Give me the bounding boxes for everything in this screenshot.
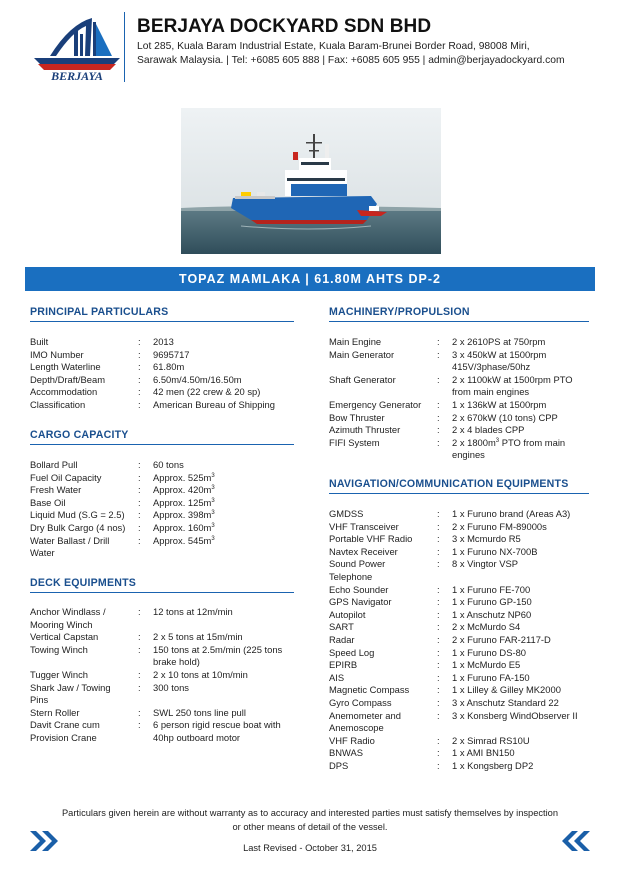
principal-heading: PRINCIPAL PARTICULARS [30, 306, 169, 318]
navigation-row [329, 697, 599, 710]
cargo-row-value: 60 tons [153, 459, 184, 470]
navigation-row-label: BNWAS [329, 747, 364, 759]
navigation-row [329, 659, 599, 672]
machinery-row-label: Main Engine [329, 336, 382, 347]
deck-row [30, 669, 300, 682]
deck-table [30, 606, 300, 745]
deck-row-label: Anchor Windlass / Mooring Winch [30, 606, 106, 630]
machinery-row [329, 336, 599, 349]
navigation-row-value: 2 x Simrad RS10U [452, 734, 530, 746]
deck-row-value: 300 tons [153, 681, 189, 693]
navigation-row [329, 508, 599, 521]
address-line-1: Lot 285, Kuala Baram Industrial Estate, Kuala Baram-Brunei Border Road, 98008 Miri, [137, 41, 530, 52]
colon-separator: : [437, 596, 440, 608]
navigation-row-label: Portable VHF Radio [329, 533, 413, 545]
colon-separator: : [437, 424, 440, 436]
colon-separator: : [138, 631, 141, 643]
colon-separator: : [437, 520, 440, 532]
company-logo [30, 14, 124, 82]
deck-row-value: 6 person rigid rescue boat with 40hp outboard motor [153, 719, 281, 743]
colon-separator: : [437, 558, 440, 570]
last-revised: Last Revised - October 31, 2015 [243, 843, 377, 853]
colon-separator: : [437, 684, 440, 696]
navigation-row-value: 1 x Furuno NX-700B [452, 545, 538, 557]
deck-row-value: 2 x 10 tons at 10m/min [153, 668, 248, 680]
navigation-row-value: 2 x McMurdo S4 [452, 621, 521, 633]
navigation-row-label: GPS Navigator [329, 596, 392, 608]
principal-row [30, 386, 300, 399]
deck-row-label: Stern Roller [30, 706, 80, 718]
principal-row-label: Classification [30, 398, 86, 410]
principal-row [30, 399, 300, 412]
chevron-right-icon [28, 829, 64, 853]
deck-underline [30, 592, 294, 593]
navigation-row-value: 1 x Furuno FE-700 [452, 583, 531, 595]
machinery-row-value: 2 x $1800m^3$ PTO from main engines [452, 436, 566, 461]
navigation-table [329, 508, 599, 772]
cargo-row-label: Fuel Oil Capacity [30, 471, 102, 483]
principal-row-value: 61.80m [153, 361, 185, 373]
cargo-table [30, 459, 300, 560]
colon-separator: : [138, 534, 141, 546]
vessel-photo [181, 108, 441, 254]
navigation-row-value: 1 x McMurdo E5 [452, 659, 521, 671]
machinery-underline [329, 321, 589, 322]
navigation-row-label: Magnetic Compass [329, 684, 410, 696]
principal-row-value: 2013 [153, 336, 174, 347]
navigation-row-label: Radar [329, 633, 355, 645]
navigation-row-label: Autopilot [329, 608, 366, 620]
principal-row [30, 374, 300, 387]
navigation-row-value: 8 x Vingtor VSP [452, 558, 519, 570]
colon-separator: : [437, 373, 440, 385]
cargo-heading: CARGO CAPACITY [30, 429, 129, 441]
navigation-row-label: AIS [329, 671, 345, 683]
navigation-row [329, 747, 599, 760]
machinery-heading: MACHINERY/PROPULSION [329, 306, 470, 318]
navigation-row-label: VHF Transceiver [329, 520, 399, 532]
colon-separator: : [437, 709, 440, 721]
cargo-row [30, 535, 300, 560]
deck-row-value: 2 x 5 tons at 15m/min [153, 631, 243, 643]
colon-separator: : [138, 521, 141, 533]
deck-row-label: Vertical Capstan [30, 631, 99, 643]
address-line-2: Sarawak Malaysia. | Tel: +6085 605 888 | Fax: +6085 605 955 | admin@berjayadockyard.com [137, 55, 565, 66]
colon-separator: : [138, 386, 141, 398]
principal-row-label: Length Waterline [30, 361, 101, 373]
navigation-row [329, 647, 599, 660]
colon-separator: : [437, 671, 440, 683]
deck-row-label: Towing Winch [30, 643, 88, 655]
principal-row-value: American Bureau of Shipping [153, 398, 275, 410]
cargo-row [30, 472, 300, 485]
navigation-row-value: 1 x Anschutz NP60 [452, 608, 532, 620]
superscript-unit: 3 [211, 535, 215, 542]
colon-separator: : [138, 373, 141, 385]
navigation-row-label: Navtex Receiver [329, 545, 398, 557]
navigation-heading: NAVIGATION/COMMUNICATION EQUIPMENTS [329, 478, 569, 490]
navigation-row-value: 3 x Mcmurdo R5 [452, 533, 521, 545]
colon-separator: : [437, 696, 440, 708]
chevron-left-icon [556, 829, 592, 853]
colon-separator: : [437, 398, 440, 410]
cargo-row-value: Approx. $125m^3$ [153, 496, 215, 508]
cargo-row-value: Approx. $160m^3$ [153, 521, 215, 533]
colon-separator: : [437, 621, 440, 633]
colon-separator: : [138, 606, 141, 617]
principal-row-label: IMO Number [30, 348, 84, 360]
colon-separator: : [437, 411, 440, 423]
navigation-row-label: DPS [329, 759, 349, 771]
principal-row-label: Depth/Draft/Beam [30, 373, 106, 385]
navigation-row [329, 584, 599, 597]
superscript-unit: 3 [211, 510, 215, 517]
deck-row-label: Shark Jaw / Towing Pins [30, 681, 111, 706]
cargo-row-label: Base Oil [30, 496, 66, 508]
cargo-row-value: Approx. $545m^3$ [153, 534, 215, 546]
navigation-row-value: 1 x Furuno DS-80 [452, 646, 526, 658]
principal-row-value: 42 men (22 crew & 20 sp) [153, 386, 261, 398]
navigation-row [329, 621, 599, 634]
colon-separator: : [437, 646, 440, 658]
colon-separator: : [437, 659, 440, 671]
navigation-row-label: Echo Sounder [329, 583, 389, 595]
colon-separator: : [138, 668, 141, 680]
machinery-row-label: Shaft Generator [329, 373, 396, 385]
cargo-row-label: Water Ballast / Drill Water [30, 534, 110, 559]
vessel-title-banner: TOPAZ MAMLAKA | 61.80M AHTS DP-2 [25, 267, 595, 291]
cargo-row [30, 459, 300, 472]
colon-separator: : [138, 361, 141, 373]
navigation-row-value: 3 x Konsberg WindObserver II [452, 709, 578, 721]
navigation-row-value: 1 x Kongsberg DP2 [452, 759, 534, 771]
colon-separator: : [138, 336, 141, 347]
cargo-row-label: Dry Bulk Cargo (4 nos) [30, 521, 126, 533]
navigation-row [329, 684, 599, 697]
superscript-unit: 3 [211, 522, 215, 529]
navigation-row-label: GMDSS [329, 508, 364, 519]
colon-separator: : [437, 583, 440, 595]
deck-heading: DECK EQUIPMENTS [30, 577, 137, 589]
deck-row-value: 150 tons at 2.5m/min (225 tons brake hold) [153, 643, 283, 668]
machinery-row [329, 424, 599, 437]
navigation-row [329, 533, 599, 546]
machinery-table [329, 336, 599, 462]
navigation-row-value: 3 x Anschutz Standard 22 [452, 696, 559, 708]
superscript-unit: 3 [211, 497, 215, 504]
principal-row-value: 9695717 [153, 348, 190, 360]
cargo-row-value: Approx. $398m^3$ [153, 509, 215, 521]
principal-table [30, 336, 300, 412]
navigation-row-label: SART [329, 621, 354, 633]
navigation-row [329, 710, 599, 735]
machinery-row [329, 412, 599, 425]
colon-separator: : [437, 747, 440, 759]
principal-row [30, 361, 300, 374]
deck-row-label: Davit Crane cum Provision Crane [30, 719, 100, 743]
navigation-row-label: Speed Log [329, 646, 375, 658]
colon-separator: : [138, 471, 141, 483]
colon-separator: : [138, 459, 141, 470]
colon-separator: : [437, 759, 440, 771]
navigation-row [329, 558, 599, 583]
navigation-row-value: 2 x Furuno FM-89000s [452, 520, 547, 532]
navigation-underline [329, 493, 589, 494]
machinery-row-value: 1 x 136kW at 1500rpm [452, 398, 547, 410]
machinery-row [329, 399, 599, 412]
navigation-row-label: EPIRB [329, 659, 358, 671]
navigation-row [329, 596, 599, 609]
header-divider [124, 12, 125, 82]
colon-separator: : [138, 719, 141, 731]
deck-row [30, 682, 300, 707]
machinery-row-value: 2 x 2610PS at 750rpm [452, 336, 546, 347]
colon-separator: : [437, 734, 440, 746]
cargo-row-value: Approx. $525m^3$ [153, 471, 215, 483]
colon-separator: : [437, 508, 440, 519]
navigation-row [329, 521, 599, 534]
company-name: BERJAYA DOCKYARD SDN BHD [137, 16, 432, 37]
cargo-row [30, 522, 300, 535]
machinery-row-value: 2 x 1100kW at 1500rpm PTO from main engines [452, 373, 573, 398]
navigation-row [329, 760, 599, 773]
deck-row [30, 644, 300, 669]
cargo-row-label: Liquid Mud (S.G = 2.5) [30, 509, 125, 521]
principal-row [30, 336, 300, 349]
colon-separator: : [138, 348, 141, 360]
machinery-row-label: Emergency Generator [329, 398, 422, 410]
colon-separator: : [437, 533, 440, 545]
deck-row-label: Tugger Winch [30, 668, 89, 680]
colon-separator: : [437, 545, 440, 557]
navigation-row-label: Sound Power Telephone [329, 558, 386, 582]
deck-row-value: 12 tons at 12m/min [153, 606, 233, 617]
logo-text: BERJAYA [51, 69, 103, 82]
cargo-underline [30, 444, 294, 445]
cargo-row-label: Bollard Pull [30, 459, 78, 470]
machinery-row-value: 3 x 450kW at 1500rpm 415V/3phase/50hz [452, 348, 547, 373]
deck-row [30, 631, 300, 644]
colon-separator: : [138, 484, 141, 496]
navigation-row [329, 672, 599, 685]
navigation-row [329, 735, 599, 748]
cargo-row [30, 484, 300, 497]
colon-separator: : [138, 398, 141, 410]
colon-separator: : [437, 608, 440, 620]
navigation-row-value: 2 x Furuno FAR-2117-D [452, 633, 551, 645]
navigation-row-label: Gyro Compass [329, 696, 392, 708]
colon-separator: : [138, 706, 141, 718]
colon-separator: : [437, 436, 440, 448]
navigation-row [329, 634, 599, 647]
navigation-row-value: 1 x AMI BN150 [452, 747, 515, 759]
navigation-row-value: 1 x Furuno brand (Areas A3) [452, 508, 571, 519]
machinery-row-label: FIFI System [329, 436, 380, 448]
superscript-unit: 3 [211, 485, 215, 492]
cargo-row-label: Fresh Water [30, 484, 82, 496]
machinery-row-label: Main Generator [329, 348, 395, 360]
navigation-row-value: 1 x Lilley & Gilley MK2000 [452, 684, 561, 696]
machinery-row-value: 2 x 670kW (10 tons) CPP [452, 411, 558, 423]
colon-separator: : [437, 348, 440, 360]
navigation-row-label: Anemometer and Anemoscope [329, 709, 401, 734]
deck-row-value: SWL 250 tons line pull [153, 706, 246, 718]
navigation-row-label: VHF Radio [329, 734, 375, 746]
machinery-row-value: 2 x 4 blades CPP [452, 424, 525, 436]
colon-separator: : [138, 509, 141, 521]
machinery-row [329, 437, 599, 462]
colon-separator: : [138, 496, 141, 508]
machinery-row [329, 374, 599, 399]
deck-row [30, 606, 300, 631]
navigation-row-value: 1 x Furuno FA-150 [452, 671, 530, 683]
machinery-row [329, 349, 599, 374]
machinery-row-label: Azimuth Thruster [329, 424, 401, 436]
cargo-row [30, 497, 300, 510]
principal-row-label: Accommodation [30, 386, 98, 398]
colon-separator: : [437, 633, 440, 645]
navigation-row-value: 1 x Furuno GP-150 [452, 596, 532, 608]
colon-separator: : [138, 681, 141, 693]
disclaimer-text: Particulars given herein are without warranty as to accuracy and interested parties must satisfy themselves by inspection or other means of detail of the vessel. [61, 808, 559, 832]
principal-row [30, 349, 300, 362]
navigation-row [329, 546, 599, 559]
cargo-row [30, 509, 300, 522]
principal-underline [30, 321, 294, 322]
deck-row [30, 707, 300, 720]
principal-row-value: 6.50m/4.50m/16.50m [153, 373, 242, 385]
deck-row [30, 719, 300, 744]
superscript-unit: 3 [211, 472, 215, 479]
cargo-row-value: Approx. $420m^3$ [153, 484, 215, 496]
colon-separator: : [437, 336, 440, 347]
colon-separator: : [138, 643, 141, 655]
principal-row-label: Built [30, 336, 49, 347]
navigation-row [329, 609, 599, 622]
superscript-unit: 3 [495, 437, 500, 444]
machinery-row-label: Bow Thruster [329, 411, 385, 423]
